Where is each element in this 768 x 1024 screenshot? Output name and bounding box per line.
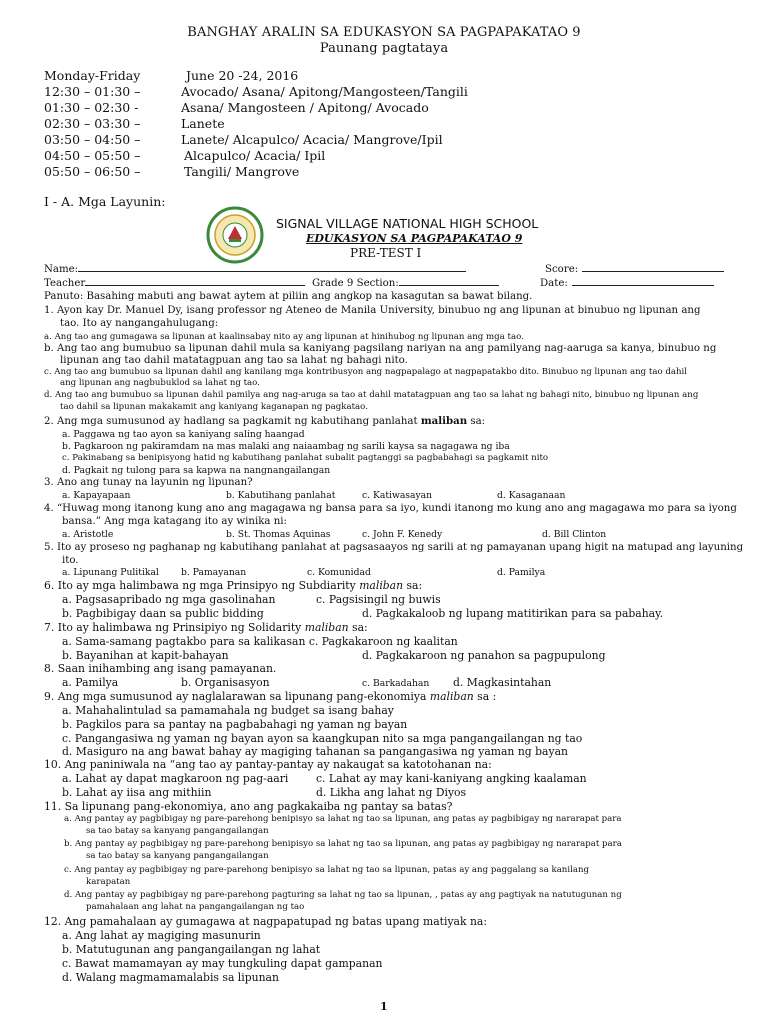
choice-a[interactable]: a. Ang tao ang gumagawa sa lipunan at kaalinsabay nito ay ang lipunan at hinihubog ng lipunan ang mga tao. <box>44 332 524 342</box>
question-stem <box>44 690 496 703</box>
question-stem: 5. Ito ay proseso ng paghanap ng kabutihang panlahat at pagsasaayos ng sarili at ng pamayanan upang higit na matupad ang layuning <box>44 542 744 553</box>
score-field[interactable] <box>545 261 724 275</box>
choice-b-cont: lipunan ang tao dahil matatagpuan ang tao sa lahat ng bahagi nito. <box>60 355 408 366</box>
choice-b[interactable]: b. Bayanihan at kapit-bahayan <box>62 649 229 662</box>
choice-d[interactable]: d. Likha ang lahat ng Diyos <box>316 786 467 799</box>
choice-a[interactable]: a. Aristotle <box>62 529 114 540</box>
grade-section-label: Grade 9 Section: <box>312 278 399 289</box>
choice-b[interactable]: b. Pagkaroon ng pakiramdam na mas malaki ang naiaambag ng sarili kaysa sa nagagawa ng iba <box>62 441 510 452</box>
question-stem: 8. Saan inihambing ang isang pamayanan. <box>44 662 277 675</box>
date-label: Date: <box>540 278 568 289</box>
choice-c[interactable]: c. Pangangasiwa ng yaman ng bayan ayon sa kaangkupan nito sa mga pangangailangan ng tao <box>62 732 583 745</box>
choice-c[interactable]: c. John F. Kenedy <box>362 529 443 540</box>
stem-emphasis: maliban <box>359 579 404 592</box>
choice-d[interactable]: d. Ang pantay ay pagbibigay ng pare-parehong pagturing sa lahat ng tao sa lipunan, , patas ay ang pagtiyak na natutugunan ng <box>64 890 622 900</box>
choice-a-cont: sa tao batay sa kanyang pangangailangan <box>86 826 269 836</box>
choice-c[interactable]: c. Ang tao ang bumubuo sa lipunan dahil ang kanilang mga kontribusyon ang nagpapalago at nagpapatakbo dito. Binubuo ng lipunan ang tao dahil <box>44 367 688 377</box>
choice-c[interactable]: c. Barkadahan <box>362 678 430 689</box>
stem-emphasis: maliban <box>429 690 474 703</box>
choice-d[interactable]: d. Pagkakaroon ng panahon sa pagpupulong <box>362 649 606 662</box>
choice-a[interactable]: a. Lahat ay dapat magkaroon ng pag-aari <box>62 772 289 785</box>
stem-text: 7. Ito ay halimbawa ng Prinsipiyo ng Solidarity <box>44 621 302 634</box>
choice-d[interactable]: d. Magkasintahan <box>453 676 552 689</box>
choice-c[interactable]: c. Komunidad <box>307 567 371 578</box>
choice-a[interactable]: a. Sama-samang pagtakbo para sa kalikasan c. Pagkakaroon ng kaalitan <box>62 635 458 648</box>
choice-c[interactable]: c. Bawat mamamayan ay may tungkuling dapat gampanan <box>62 957 383 970</box>
choice-b[interactable]: b. Pagbibigay daan sa public bidding <box>62 607 264 620</box>
choice-a[interactable]: a. Ang pantay ay pagbibigay ng pare-parehong benipisyo sa lahat ng tao sa lipunan, ang patas ay pagbibigay ng nararapat para <box>64 814 622 824</box>
schedule-time: 01:30 – 02:30 - <box>44 100 139 115</box>
score-label: Score: <box>545 264 579 275</box>
stem-tail: sa: <box>352 621 368 634</box>
page-title: BANGHAY ARALIN SA EDUKASYON SA PAGPAPAKATAO 9 <box>187 25 581 40</box>
choice-d[interactable]: d. Walang magmamamalabis sa lipunan <box>62 971 279 984</box>
question-stem: ito. <box>62 555 79 566</box>
schedule-sections: Lanete <box>181 116 225 131</box>
choice-a[interactable]: a. Kapayapaan <box>62 490 131 501</box>
subject-title: EDUKASYON SA PAGPAPAKATAO 9 <box>306 232 523 245</box>
stem-emphasis: maliban <box>304 621 349 634</box>
schedule-time: 05:50 – 06:50 – <box>44 164 141 179</box>
schedule-dates: June 20 -24, 2016 <box>186 68 299 83</box>
stem-tail: sa: <box>406 579 423 592</box>
choice-c[interactable]: c. Ang pantay ay pagbibigay ng pare-parehong benipisyo sa lahat ng tao sa lipunan, patas ay ang paggalang sa kanilang <box>64 865 590 875</box>
choice-a[interactable]: a. Pagsasapribado ng mga gasolinahan <box>62 593 276 606</box>
choice-d[interactable]: d. Ang tao ang bumubuo sa lipunan dahil pamilya ang nag-aruga sa tao at dahil matatagpuan ang tao sa lahat ng bahagi nito, binubuo ng lipunan ang <box>44 390 699 400</box>
choice-b[interactable]: b. Pagkilos para sa pantay na pagbabahagi ng yaman ng bayan <box>62 718 408 731</box>
choice-c[interactable]: c. Lahat ay may kani-kaniyang angking kaalaman <box>316 772 587 785</box>
schedule-sections: Lanete/ Alcapulco/ Acacia/ Mangrove/Ipil <box>181 132 443 147</box>
choice-a[interactable]: a. Ang lahat ay magiging masunurin <box>62 929 261 942</box>
choice-c[interactable]: c. Pagsisingil ng buwis <box>316 593 441 606</box>
choice-b[interactable]: b. Organisasyon <box>181 676 270 689</box>
choice-b[interactable]: b. Lahat ay iisa ang mithiin <box>62 786 212 799</box>
page-subtitle: Paunang pagtataya <box>319 41 449 56</box>
choice-d[interactable]: d. Masiguro na ang bawat bahay ay magiging tahanan sa pangangasiwa ng yaman ng bayan <box>62 745 568 758</box>
choice-d-cont: tao dahil sa lipunan makakamit ang kaniyang kaganapan ng pagkatao. <box>60 402 368 412</box>
school-seal-logo <box>206 206 264 264</box>
choice-d[interactable]: d. Pagkait ng tulong para sa kapwa na nangnangailangan <box>62 465 331 476</box>
choice-c[interactable]: c. Pakinabang sa benipisyong hatid ng kabutihang panlahat subalit pagtanggi sa pagbabahagi sa pagkamit nito <box>62 453 549 463</box>
choice-b[interactable]: b. Kabutihang panlahat <box>226 490 336 501</box>
choice-b[interactable]: b. Matutugunan ang pangangailangan ng lahat <box>62 943 321 956</box>
objectives-heading: I - A. Mga Layunin: <box>44 194 166 209</box>
stem-tail: sa : <box>477 690 497 703</box>
choice-c[interactable]: c. Katiwasayan <box>362 490 433 501</box>
stem-tail: sa: <box>470 416 486 427</box>
choice-d[interactable]: d. Kasaganaan <box>497 490 566 501</box>
schedule-sections: Asana/ Mangosteen / Apitong/ Avocado <box>181 100 429 115</box>
question-stem: tao. Ito ay nangangahulugang: <box>60 318 219 329</box>
name-field[interactable] <box>44 261 466 275</box>
choice-d-cont: pamahalaan ang lahat na pangangailangan ng tao <box>86 902 305 912</box>
teacher-label: Teacher <box>44 278 86 289</box>
schedule-time: 02:30 – 03:30 – <box>44 116 141 131</box>
question-stem <box>44 621 368 634</box>
school-name: SIGNAL VILLAGE NATIONAL HIGH SCHOOL <box>276 216 539 231</box>
choice-c-cont: ang lipunan ang nagbubuklod sa lahat ng tao. <box>60 378 260 388</box>
choice-b[interactable]: b. Ang tao ang bumubuo sa lipunan dahil mula sa kaniyang pagsilang nariyan na ang pamilyang nag-aaruga sa kanya, binubuo ng <box>44 343 717 354</box>
stem-text: 6. Ito ay mga halimbawa ng mga Prinsipyo ng Subdiarity <box>44 579 356 592</box>
question-stem: 12. Ang pamahalaan ay gumagawa at nagpapatupad ng batas upang matiyak na: <box>44 915 487 928</box>
question-stem: 10. Ang paniniwala na “ang tao ay pantay-pantay ay nakaugat sa katotohanan na: <box>44 758 492 771</box>
choice-a[interactable]: a. Lipunang Pulitikal <box>62 567 159 578</box>
choice-b[interactable]: b. Pamayanan <box>181 567 247 578</box>
question-stem: 1. Ayon kay Dr. Manuel Dy, isang professor ng Ateneo de Manila University, binubuo ng ang lipunan at binubuo ng lipunan ang <box>44 305 701 316</box>
schedule-days: Monday-Friday <box>44 68 141 83</box>
question-stem <box>44 579 422 592</box>
question-stem: 3. Ano ang tunay na layunin ng lipunan? <box>44 477 253 488</box>
schedule-sections: Alcapulco/ Acacia/ Ipil <box>184 148 326 163</box>
choice-d[interactable]: d. Pamilya <box>497 567 546 578</box>
choice-b[interactable]: b. Ang pantay ay pagbibigay ng pare-parehong benipisyo sa lahat ng tao sa lipunan, ang patas ay pagbibigay ng nararapat para <box>64 839 622 849</box>
schedule-sections: Avocado/ Asana/ Apitong/Mangosteen/Tangili <box>181 84 468 99</box>
stem-text: 9. Ang mga sumusunod ay naglalarawan sa lipunang pang-ekonomiya <box>44 690 427 703</box>
date-field[interactable] <box>540 275 714 289</box>
schedule-time: 12:30 – 01:30 – <box>44 84 141 99</box>
name-label: Name: <box>44 264 79 275</box>
choice-d[interactable]: d. Pagkakaloob ng lupang matitirikan para sa pabahay. <box>362 607 664 620</box>
page-number: 1 <box>380 1000 388 1013</box>
teacher-field[interactable] <box>44 275 305 289</box>
schedule-sections: Tangili/ Mangrove <box>184 164 300 179</box>
question-stem: bansa.” Ang mga katagang ito ay winika ni: <box>62 516 287 527</box>
choice-a[interactable]: a. Mahahalintulad sa pamamahala ng budget sa isang bahay <box>62 704 394 717</box>
choice-a[interactable]: a. Pamilya <box>62 676 119 689</box>
question-stem: 4. “Huwag mong itanong kung ano ang magagawa ng bansa para sa iyo, kundi itanong mo kung ano ang magagawa mo para sa iyong <box>44 503 737 514</box>
choice-a[interactable]: a. Paggawa ng tao ayon sa kaniyang saling haangad <box>62 429 305 440</box>
question-stem: 11. Sa lipunang pang-ekonomiya, ano ang pagkakaiba ng pantay sa batas? <box>44 800 453 813</box>
choice-b-cont: sa tao batay sa kanyang pangangailangan <box>86 851 269 861</box>
stem-text: 2. Ang mga sumusunod ay hadlang sa pagkamit ng kabutihang panlahat <box>44 416 418 427</box>
test-title: PRE-TEST I <box>350 246 422 260</box>
choice-d[interactable]: d. Bill Clinton <box>542 529 607 540</box>
stem-emphasis: maliban <box>420 415 468 427</box>
instructions: Panuto: Basahing mabuti ang bawat aytem at piliin ang angkop na kasagutan sa bawat bilang. <box>44 291 533 302</box>
choice-c-cont: karapatan <box>86 877 131 887</box>
schedule-time: 03:50 – 04:50 – <box>44 132 141 147</box>
schedule-time: 04:50 – 05:50 – <box>44 148 141 163</box>
question-stem <box>44 415 485 427</box>
section-field[interactable] <box>312 275 499 289</box>
choice-b[interactable]: b. St. Thomas Aquinas <box>226 529 331 540</box>
